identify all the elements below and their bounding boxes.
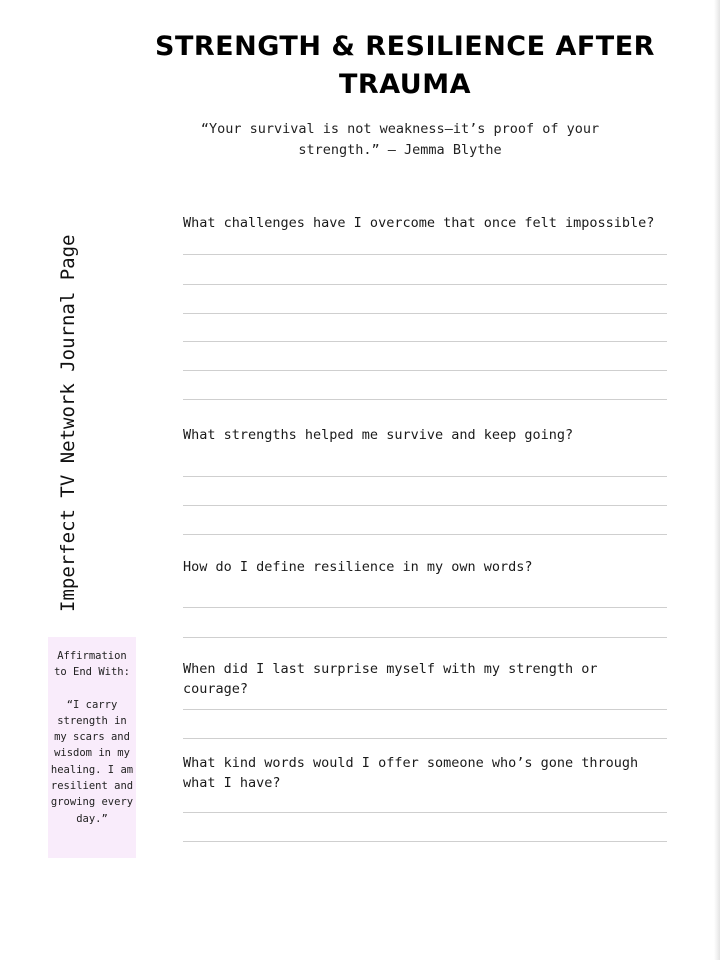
writing-line[interactable]	[183, 476, 667, 477]
writing-line[interactable]	[183, 738, 667, 739]
writing-line[interactable]	[183, 505, 667, 506]
question-4: When did I last surprise myself with my strength or courage?	[183, 661, 598, 697]
question-3: How do I define resilience in my own words?	[183, 559, 533, 575]
writing-line[interactable]	[183, 709, 667, 710]
vertical-journal-label: Imperfect TV Network Journal Page	[57, 234, 79, 612]
affirmation-box	[48, 637, 136, 858]
page-title: STRENGTH & RESILIENCE AFTER TRAUMA	[155, 31, 655, 100]
affirmation-text: “I carry strength in my scars and wisdom in my healing. I am resilient and growing every day.”	[50, 698, 134, 825]
writing-line[interactable]	[183, 341, 667, 342]
question-5: What kind words would I offer someone who’s gone through what I have?	[183, 755, 639, 791]
writing-line[interactable]	[183, 841, 667, 842]
opening-quote: “Your survival is not weakness—it’s proof of your strength.” — Jemma Blythe	[200, 121, 600, 158]
writing-line[interactable]	[183, 284, 667, 285]
writing-line[interactable]	[183, 534, 667, 535]
writing-line[interactable]	[183, 370, 667, 371]
writing-line[interactable]	[183, 812, 667, 813]
writing-line[interactable]	[183, 254, 667, 255]
affirmation-heading: Affirmation to End With:	[54, 650, 130, 679]
question-2: What strengths helped me survive and keep going?	[183, 427, 574, 443]
page-edge-shadow	[714, 0, 720, 960]
writing-line[interactable]	[183, 399, 667, 400]
writing-line[interactable]	[183, 607, 667, 608]
writing-line[interactable]	[183, 313, 667, 314]
writing-line[interactable]	[183, 637, 667, 638]
question-1: What challenges have I overcome that once felt impossible?	[183, 215, 655, 231]
